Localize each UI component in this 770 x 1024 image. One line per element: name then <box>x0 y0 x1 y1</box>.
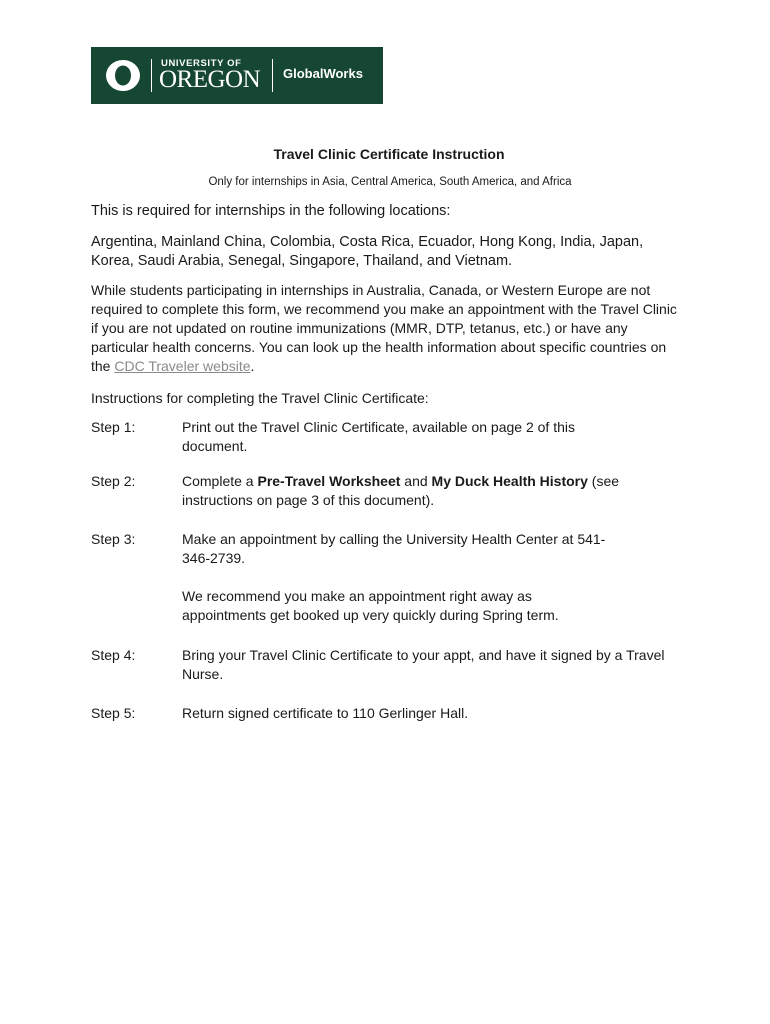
step-text-part: (see instructions on page 3 of this document). <box>182 473 620 508</box>
required-intro: This is required for internships in the following locations: <box>91 203 451 219</box>
cdc-traveler-link[interactable]: CDC Traveler website <box>114 358 251 374</box>
university-of-oregon-globalworks-logo <box>91 47 383 104</box>
step-1 <box>91 418 681 458</box>
step-text: Bring your Travel Clinic Certificate to your appt, and have it signed by a Travel Nurse. <box>182 647 665 682</box>
step-3 <box>91 530 681 630</box>
step-text: Make an appointment by calling the University Health Center at 541-346-2739. <box>182 531 606 566</box>
step-5 <box>91 704 681 724</box>
pre-travel-worksheet: Pre-Travel Worksheet <box>257 473 401 489</box>
step-label: Step 5: <box>91 705 136 721</box>
step-note: We recommend you make an appointment right away as appointments get booked up very quickly during Spring term. <box>182 588 559 623</box>
logo-divider <box>151 59 152 92</box>
recommendation-text: While students participating in internships in Australia, Canada, or Western Europe are not required to complete this form, we recommend you make an appointment with the Travel Clinic if you are not updated on routine immunizations (MMR, DTP, tetanus, etc.) or have any particular health concerns. You can look up the health information about specific countries on the <box>91 282 677 374</box>
document-title: Travel Clinic Certificate Instruction <box>273 146 505 162</box>
logo-globalworks: GlobalWorks <box>283 66 363 81</box>
step-label: Step 1: <box>91 419 136 435</box>
step-4 <box>91 646 681 686</box>
step-label: Step 3: <box>91 531 136 547</box>
document-subtitle: Only for internships in Asia, Central America, South America, and Africa <box>208 176 572 188</box>
locations-line-2: Korea, Saudi Arabia, Senegal, Singapore, Thailand, and Vietnam. <box>91 253 513 269</box>
step-text: Return signed certificate to 110 Gerlinger Hall. <box>182 705 469 721</box>
oregon-o-icon <box>105 59 141 92</box>
step-label: Step 4: <box>91 647 136 663</box>
step-text <box>182 472 672 509</box>
step-label: Step 2: <box>91 473 136 489</box>
my-duck-health-history: My Duck Health History <box>431 473 588 489</box>
locations-line-1: Argentina, Mainland China, Colombia, Costa Rica, Ecuador, Hong Kong, India, Japan, <box>91 234 644 250</box>
logo-divider <box>272 59 273 92</box>
locations-list <box>91 233 691 271</box>
recommendation-end: . <box>250 358 255 374</box>
step-text: Print out the Travel Clinic Certificate, available on page 2 of this document. <box>182 419 575 454</box>
step-2 <box>91 472 681 512</box>
step-text-part: and <box>400 473 432 489</box>
step-text-part: Complete a <box>182 473 258 489</box>
instructions-heading: Instructions for completing the Travel Clinic Certificate: <box>91 390 429 406</box>
recommendation-paragraph <box>91 281 677 376</box>
logo-oregon: OREGON <box>159 66 261 93</box>
logo-university-of: UNIVERSITY OF <box>161 58 242 69</box>
